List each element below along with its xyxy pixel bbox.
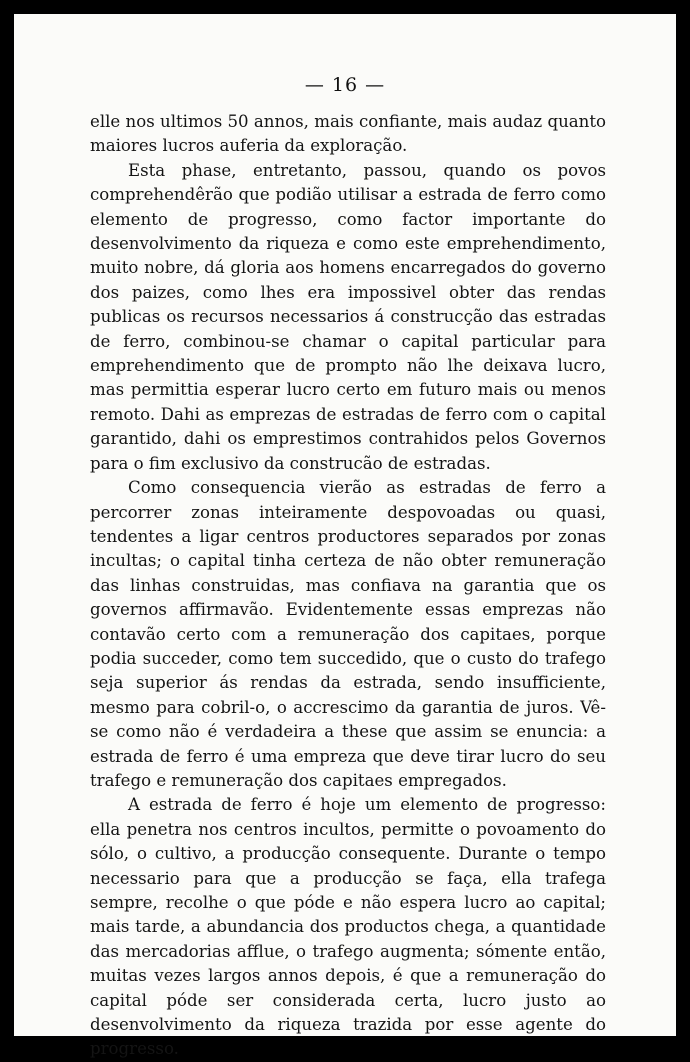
paragraph-2: Esta phase, entretanto, passou, quando os povos comprehendêrão que podião utilisar a estrada de ferro como elemento de progresso, como factor importante do desenvolvimento da riqueza e como este emprehendimento, muito nobre, dá gloria aos homens encarregados do governo dos paizes, como lhes era impossivel obter das rendas publicas os recursos necessarios á construcção das estradas de ferro, combinou-se chamar o capital particular para emprehendimento que de prompto não lhe deixava lucro, mas permittia esperar lucro certo em futuro mais ou menos remoto. Dahi as emprezas de estradas de ferro com o capital garantido, dahi os emprestimos contrahidos pelos Governos para o fim exclusivo da construcão de estradas. <box>90 160 606 473</box>
paragraph-3: Como consequencia vierão as estradas de ferro a percorrer zonas inteiramente despovoadas ou quasi, tendentes a ligar centros productores separados por zonas incultas; o capital tinha certeza de não obter remuneração das linhas construidas, mas confiava na garantia que os governos affirmavão. Evidentemente essas emprezas não contavão certo com a remuneração dos capitaes, porque podia succeder, como tem succedido, que o custo do trafego seja superior ás rendas da estrada, sendo insufficiente, mesmo para cobril-o, o accrescimo da garantia de juros. Vê-se como não é verdadeira a these que assim se enuncia: a estrada de ferro é uma empreza que deve tirar lucro do seu trafego e remuneração dos capitaes empregados. <box>90 478 606 790</box>
paragraph-4: A estrada de ferro é hoje um elemento de progresso: ella penetra nos centros incultos, permitte o povoamento do sólo, o cultivo, a producção consequente. Durante o tempo necessario para que a producção se faça, ella trafega sempre, recolhe o que póde e não espera lucro ao capital; mais tarde, a abundancia dos productos chega, a quantidade das mercadorias afflue, o trafego augmenta; sómente então, muitas vezes largos annos depois, é que a remuneração do capital póde ser considerada certa, lucro justo ao desenvolvimento da riqueza trazida por esse agente do progresso. <box>90 795 606 1059</box>
page-body <box>90 110 606 1062</box>
page-number: — 16 — <box>304 74 386 96</box>
paragraph-1: elle nos ultimos 50 annos, mais confiante, mais audaz quanto maiores lucros auferia da exploração. <box>90 112 606 156</box>
book-page <box>14 14 676 1059</box>
